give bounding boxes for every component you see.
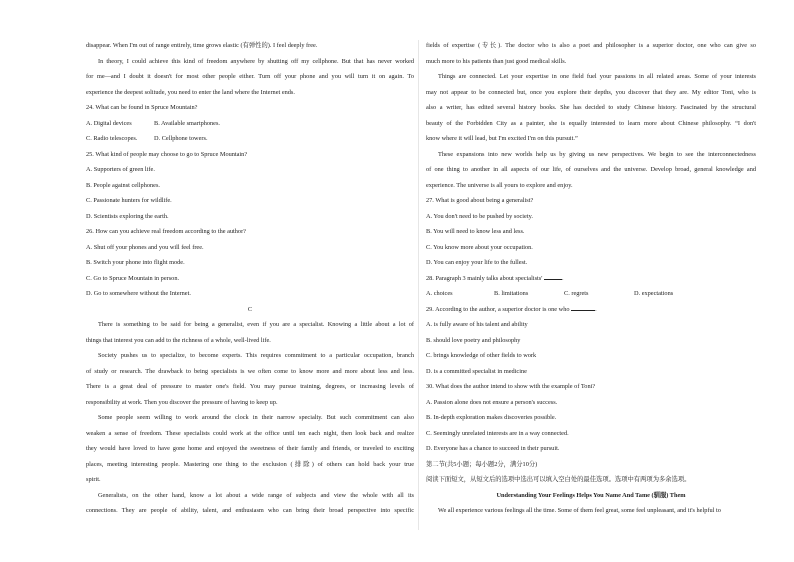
column-divider — [418, 40, 419, 530]
passage-c-line: There is something to be said for being a generalist, even if you are a specialist. Knowing a little about a lot of — [98, 321, 414, 328]
option-29b: B. should love poetry and philosophy — [426, 336, 521, 344]
passage-c-line: things that interest you can add to the richness of a whole, well-lived life. — [86, 336, 271, 344]
option-29d: D. is a committed specialist in medicine — [426, 367, 527, 375]
section-heading-c: C — [247, 305, 253, 313]
option-29a: A. is fully aware of his talent and ability — [426, 321, 528, 328]
question-28-text: 28. Paragraph 3 mainly talks about specialists' — [426, 274, 544, 282]
question-29-end: . — [595, 305, 597, 313]
question-24: 24. What can be found in Spruce Mountain? — [86, 104, 198, 111]
passage-c-line: Generalists, on the other hand, know a lot about a wide range of subjects and view the whole with all its — [98, 491, 414, 499]
passage-b-line: for me—and I doubt it doesn't for most other people either. Turn off your phone and you will turn it on again. To — [86, 73, 414, 80]
passage-b-line: In theory, I could achieve this kind of freedom anywhere by shutting off my cellphone. But that has never worked — [98, 57, 414, 65]
passage-c-line: beauty of the Forbidden City as a painter, she is equally interested to learn more about Chinese philosophy. “I don't — [426, 119, 756, 127]
question-27: 27. What is good about being a generalist? — [426, 197, 534, 204]
passage-c-line: fields of expertise (专长). The doctor who is also a poet and philosopher is a superior doctor, one who can give so — [426, 42, 756, 49]
passage-c-line: These expansions into new worlds help us by giving us new perspectives. We begin to see the interconnectedness — [438, 150, 756, 158]
option-24a: A. Digital devices — [86, 119, 132, 127]
answer-blank — [571, 304, 595, 311]
question-26: 26. How can you achieve real freedom according to the author? — [86, 228, 246, 235]
passage-c-line: much more to his patients than just good medical skills. — [426, 57, 567, 65]
option-25b: B. People against cellphones. — [86, 181, 160, 189]
passage-c-line: There is a great deal of pressure to master one's field. You may pursue training, degrees, or increasing levels of — [86, 383, 414, 390]
right-column — [426, 38, 756, 519]
passage-c-line: they would have loved to have gone home and enjoyed the sweetness of their family and friends, or traveled to exciting — [86, 445, 414, 452]
option-27a: A. You don't need to be pushed by society. — [426, 212, 533, 220]
option-30a: A. Passion alone does not ensure a person's success. — [426, 398, 558, 406]
passage-c-line: of one thing to another in all aspects of our life, of ourselves and the universe. Develop broad, general knowledge and — [426, 166, 756, 173]
option-28b: B. limitations — [494, 290, 529, 297]
question-28-options — [426, 286, 756, 302]
option-28a: A. choices — [426, 290, 453, 297]
passage-c-line: Things are connected. Let your expertise in one field fuel your passions in all related areas. Some of your interests — [438, 73, 756, 80]
option-27c: C. You know more about your occupation. — [426, 243, 533, 251]
option-24b: B. Available smartphones. — [154, 119, 220, 127]
option-25a: A. Supporters of green life. — [86, 166, 155, 173]
instructions: 阅读下面短文，从短文后的选项中选出可以填入空白处的最佳选项。选项中有两项为多余选项。 — [426, 476, 691, 483]
question-25: 25. What kind of people may choose to go to Spruce Mountain? — [86, 150, 248, 158]
option-26c: C. Go to Spruce Mountain in person. — [86, 274, 180, 282]
option-26b: B. Switch your phone into flight mode. — [86, 259, 185, 266]
option-24c: C. Radio telescopes. — [86, 135, 138, 142]
left-column — [86, 38, 414, 519]
passage-c-line: Society pushes us to specialize, to become experts. This requires commitment to a particular occupation, branch — [98, 352, 414, 359]
passage-b-line: experience the deepest solitude, you need to enter the land where the Internet ends. — [86, 88, 295, 96]
question-29 — [426, 302, 756, 318]
option-27d: D. You can enjoy your life to the fullest. — [426, 259, 528, 266]
question-24-options-row2 — [86, 131, 414, 147]
passage-c-line: Some people seem willing to work around the clock in their narrow specialty. But such commitment can also — [98, 414, 414, 421]
option-24d: D. Cellphone towers. — [154, 135, 208, 142]
passage-c-line: responsibility at work. Then you discover the pressure of having to keep up. — [86, 398, 278, 406]
option-30c: C. Seemingly unrelated interests are in a way connected. — [426, 429, 569, 437]
option-28c: C. regrets — [564, 290, 589, 297]
question-29-text: 29. According to the author, a superior doctor is one who — [426, 305, 572, 313]
option-30b: B. In-depth exploration makes discoveries possible. — [426, 414, 557, 421]
passage-c-line: may not appear to be connected but, once you explore their depths, you discover that they are. My editor Toni, who is — [426, 88, 756, 96]
option-30d: D. Everyone has a chance to succeed in their pursuit. — [426, 445, 560, 452]
passage-c-line: of study or research. The drawback to being specialists is we often come to know more and more about less and less. — [86, 367, 414, 375]
passage-c-line: places, meeting interesting people. Mastering one thing to the exclusion (排除) of others can hold back your true — [86, 460, 414, 468]
option-26a: A. Shut off your phones and you will feel free. — [86, 243, 204, 251]
passage-c-line: experience. The universe is all yours to explore and enjoy. — [426, 181, 573, 189]
option-25d: D. Scientists exploring the earth. — [86, 212, 169, 220]
passage-c-line: also a writer, has edited several history books. She has decided to study Chinese history. Fascinated by the structural — [426, 104, 756, 111]
question-30: 30. What does the author intend to show with the example of Toni? — [426, 383, 596, 390]
part-two-heading: 第二节(共5小题；每小题2分，满分10分) — [426, 460, 538, 468]
option-25c: C. Passionate hunters for wildlife. — [86, 197, 172, 204]
passage-b-line: disappear. When I'm out of range entirely, time grows elastic (有弹性的). I feel deeply free. — [86, 42, 318, 49]
question-28-end: . — [561, 274, 564, 282]
passage-c-line: connections. They are people of ability, talent, and enthusiasm who can bring their broad perspective into specific — [86, 507, 414, 514]
passage-title: Understanding Your Feelings Helps You Name And Tame (驯服) Them — [496, 491, 686, 499]
passage-d-line: We all experience various feelings all the time. Some of them feel great, some feel unpleasant, and it's helpful to — [438, 507, 721, 514]
answer-blank — [544, 273, 562, 280]
passage-c-line: weaken a sense of freedom. These specialists could work at the office until ten each night, then look back and realize — [86, 429, 414, 437]
option-29c: C. brings knowledge of other fields to work — [426, 352, 537, 359]
question-24-options-row1 — [86, 116, 414, 132]
passage-c-line: know where it will lead, but I'm excited I'm on this pursuit.” — [426, 135, 578, 142]
question-28 — [426, 271, 756, 287]
option-27b: B. You will need to know less and less. — [426, 228, 525, 235]
option-28d: D. expectations — [634, 290, 674, 297]
passage-c-line: spirit. — [86, 476, 101, 483]
option-26d: D. Go to somewhere without the Internet. — [86, 290, 191, 297]
